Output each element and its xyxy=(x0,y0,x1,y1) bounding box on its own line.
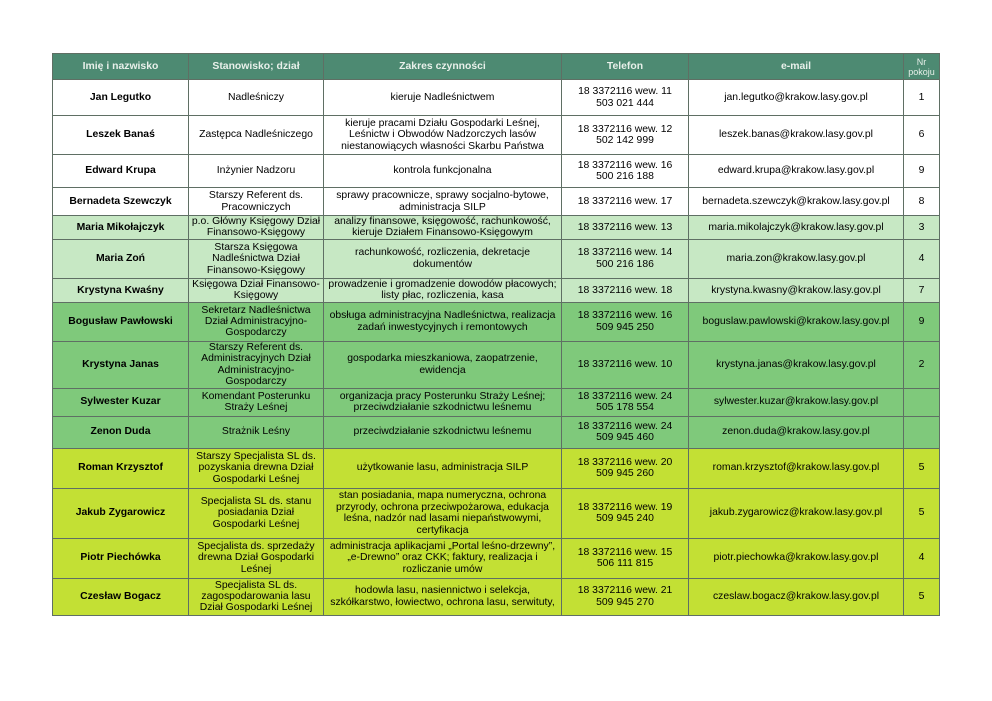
staff-phone: 18 3372116 wew. 14 500 216 186 xyxy=(562,239,689,278)
staff-room: 4 xyxy=(904,538,940,578)
staff-email: jan.legutko@krakow.lasy.gov.pl xyxy=(689,80,904,116)
staff-duties: przeciwdziałanie szkodnictwu leśnemu xyxy=(324,416,562,448)
staff-name: Leszek Banaś xyxy=(53,116,189,155)
staff-position: Księgowa Dział Finansowo-Księgowy xyxy=(189,278,324,302)
table-row xyxy=(53,448,940,488)
staff-duties: kontrola funkcjonalna xyxy=(324,155,562,188)
staff-room: 3 xyxy=(904,216,940,240)
table-row xyxy=(53,388,940,416)
staff-name: Maria Mikołajczyk xyxy=(53,216,189,240)
staff-position: Starszy Specjalista SL ds. pozyskania drewna Dział Gospodarki Leśnej xyxy=(189,448,324,488)
header-position: Stanowisko; dział xyxy=(189,54,324,80)
staff-email: krystyna.kwasny@krakow.lasy.gov.pl xyxy=(689,278,904,302)
staff-position: Specjalista ds. sprzedaży drewna Dział Gospodarki Leśnej xyxy=(189,538,324,578)
staff-name: Czesław Bogacz xyxy=(53,578,189,615)
staff-room: 6 xyxy=(904,116,940,155)
staff-name: Jakub Zygarowicz xyxy=(53,488,189,538)
staff-position: p.o. Główny Księgowy Dział Finansowo-Księgowy xyxy=(189,216,324,240)
staff-name: Bernadeta Szewczyk xyxy=(53,188,189,216)
staff-name: Maria Zoń xyxy=(53,239,189,278)
staff-room: 9 xyxy=(904,155,940,188)
table-row xyxy=(53,239,940,278)
staff-room: 5 xyxy=(904,578,940,615)
staff-duties: kieruje Nadleśnictwem xyxy=(324,80,562,116)
header-duties: Zakres czynności xyxy=(324,54,562,80)
staff-duties: użytkowanie lasu, administracja SILP xyxy=(324,448,562,488)
staff-phone: 18 3372116 wew. 16 509 945 250 xyxy=(562,302,689,341)
staff-room xyxy=(904,416,940,448)
staff-room xyxy=(904,388,940,416)
staff-directory-table xyxy=(52,53,940,616)
staff-room: 8 xyxy=(904,188,940,216)
table-row xyxy=(53,155,940,188)
staff-duties: organizacja pracy Posterunku Straży Leśnej; przeciwdziałanie szkodnictwu leśnemu xyxy=(324,388,562,416)
staff-phone: 18 3372116 wew. 24 505 178 554 xyxy=(562,388,689,416)
staff-email: jakub.zygarowicz@krakow.lasy.gov.pl xyxy=(689,488,904,538)
staff-duties: stan posiadania, mapa numeryczna, ochrona przyrody, ochrona przeciwpożarowa, edukacja leśna, nadzór nad lasami niepaństwowymi, certyfikacja xyxy=(324,488,562,538)
staff-duties: administracja aplikacjami „Portal leśno-drzewny”, „e-Drewno” oraz CKK; faktury, realizacja i rozliczanie umów xyxy=(324,538,562,578)
staff-email: bernadeta.szewczyk@krakow.lasy.gov.pl xyxy=(689,188,904,216)
table-row xyxy=(53,302,940,341)
staff-position: Starsza Księgowa Nadleśnictwa Dział Finansowo-Księgowy xyxy=(189,239,324,278)
staff-duties: prowadzenie i gromadzenie dowodów płacowych; listy płac, rozliczenia, kasa xyxy=(324,278,562,302)
staff-duties: sprawy pracownicze, sprawy socjalno-bytowe, administracja SILP xyxy=(324,188,562,216)
staff-email: boguslaw.pawlowski@krakow.lasy.gov.pl xyxy=(689,302,904,341)
staff-position: Zastępca Nadleśniczego xyxy=(189,116,324,155)
staff-room: 5 xyxy=(904,488,940,538)
staff-phone: 18 3372116 wew. 24 509 945 460 xyxy=(562,416,689,448)
staff-email: zenon.duda@krakow.lasy.gov.pl xyxy=(689,416,904,448)
staff-email: roman.krzysztof@krakow.lasy.gov.pl xyxy=(689,448,904,488)
staff-email: krystyna.janas@krakow.lasy.gov.pl xyxy=(689,341,904,388)
header-email: e-mail xyxy=(689,54,904,80)
staff-room: 7 xyxy=(904,278,940,302)
staff-phone: 18 3372116 wew. 20 509 945 260 xyxy=(562,448,689,488)
table-row xyxy=(53,116,940,155)
staff-phone: 18 3372116 wew. 11 503 021 444 xyxy=(562,80,689,116)
staff-duties: hodowla lasu, nasiennictwo i selekcja, szkółkarstwo, łowiectwo, ochrona lasu, serwituty, xyxy=(324,578,562,615)
staff-position: Komendant Posterunku Straży Leśnej xyxy=(189,388,324,416)
table-header-row xyxy=(53,54,940,80)
staff-phone: 18 3372116 wew. 16 500 216 188 xyxy=(562,155,689,188)
staff-phone: 18 3372116 wew. 12 502 142 999 xyxy=(562,116,689,155)
table-row xyxy=(53,488,940,538)
staff-position: Starszy Referent ds. Pracowniczych xyxy=(189,188,324,216)
staff-name: Sylwester Kuzar xyxy=(53,388,189,416)
staff-phone: 18 3372116 wew. 19 509 945 240 xyxy=(562,488,689,538)
staff-name: Zenon Duda xyxy=(53,416,189,448)
header-name: Imię i nazwisko xyxy=(53,54,189,80)
table-row xyxy=(53,341,940,388)
staff-name: Edward Krupa xyxy=(53,155,189,188)
header-phone: Telefon xyxy=(562,54,689,80)
table-row xyxy=(53,188,940,216)
staff-room: 9 xyxy=(904,302,940,341)
staff-position: Sekretarz Nadleśnictwa Dział Administracyjno-Gospodarczy xyxy=(189,302,324,341)
table-row xyxy=(53,578,940,615)
staff-phone: 18 3372116 wew. 15 506 111 815 xyxy=(562,538,689,578)
staff-email: maria.zon@krakow.lasy.gov.pl xyxy=(689,239,904,278)
staff-name: Roman Krzysztof xyxy=(53,448,189,488)
staff-email: czeslaw.bogacz@krakow.lasy.gov.pl xyxy=(689,578,904,615)
staff-email: leszek.banas@krakow.lasy.gov.pl xyxy=(689,116,904,155)
staff-duties: obsługa administracyjna Nadleśnictwa, realizacja zadań inwestycyjnych i remontowych xyxy=(324,302,562,341)
staff-phone: 18 3372116 wew. 10 xyxy=(562,341,689,388)
staff-room: 2 xyxy=(904,341,940,388)
staff-room: 4 xyxy=(904,239,940,278)
staff-room: 5 xyxy=(904,448,940,488)
staff-phone: 18 3372116 wew. 17 xyxy=(562,188,689,216)
staff-name: Krystyna Kwaśny xyxy=(53,278,189,302)
table-row xyxy=(53,216,940,240)
staff-duties: analizy finansowe, księgowość, rachunkowość, kieruje Działem Finansowo-Księgowym xyxy=(324,216,562,240)
table-row xyxy=(53,538,940,578)
staff-name: Jan Legutko xyxy=(53,80,189,116)
staff-email: maria.mikolajczyk@krakow.lasy.gov.pl xyxy=(689,216,904,240)
table-row xyxy=(53,278,940,302)
staff-position: Inżynier Nadzoru xyxy=(189,155,324,188)
staff-email: piotr.piechowka@krakow.lasy.gov.pl xyxy=(689,538,904,578)
staff-email: edward.krupa@krakow.lasy.gov.pl xyxy=(689,155,904,188)
staff-position: Starszy Referent ds. Administracyjnych Dział Administracyjno-Gospodarczy xyxy=(189,341,324,388)
staff-phone: 18 3372116 wew. 18 xyxy=(562,278,689,302)
staff-duties: rachunkowość, rozliczenia, dekretacje dokumentów xyxy=(324,239,562,278)
staff-phone: 18 3372116 wew. 21 509 945 270 xyxy=(562,578,689,615)
staff-position: Strażnik Leśny xyxy=(189,416,324,448)
table-body xyxy=(53,80,940,616)
staff-duties: kieruje pracami Działu Gospodarki Leśnej, Leśnictw i Obwodów Nadzorczych lasów niestanowiących własności Skarbu Państwa xyxy=(324,116,562,155)
staff-position: Specjalista SL ds. stanu posiadania Dział Gospodarki Leśnej xyxy=(189,488,324,538)
staff-duties: gospodarka mieszkaniowa, zaopatrzenie, ewidencja xyxy=(324,341,562,388)
table-row xyxy=(53,80,940,116)
staff-email: sylwester.kuzar@krakow.lasy.gov.pl xyxy=(689,388,904,416)
staff-room: 1 xyxy=(904,80,940,116)
staff-name: Krystyna Janas xyxy=(53,341,189,388)
staff-phone: 18 3372116 wew. 13 xyxy=(562,216,689,240)
header-room: Nr pokoju xyxy=(904,54,940,80)
staff-position: Specjalista SL ds. zagospodarowania lasu Dział Gospodarki Leśnej xyxy=(189,578,324,615)
table-row xyxy=(53,416,940,448)
staff-name: Piotr Piechówka xyxy=(53,538,189,578)
staff-name: Bogusław Pawłowski xyxy=(53,302,189,341)
staff-position: Nadleśniczy xyxy=(189,80,324,116)
